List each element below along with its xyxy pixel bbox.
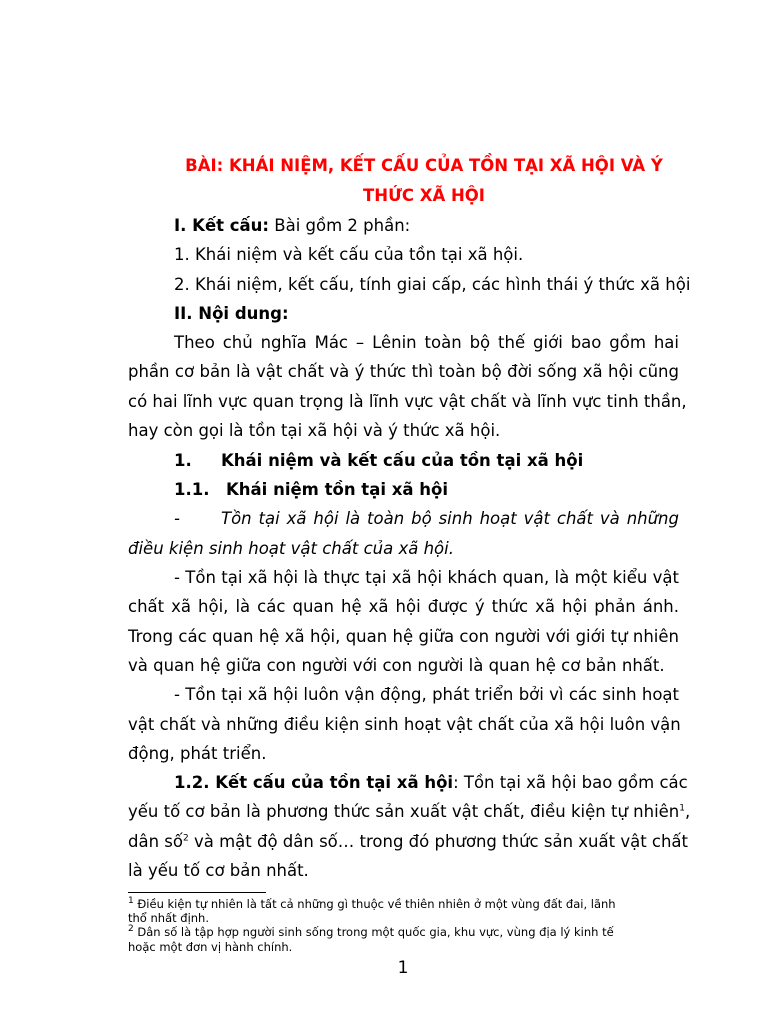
section-structure — [174, 216, 679, 235]
section-1-2-line-1 — [174, 773, 688, 792]
para-b-line-2: vật chất và những điều kiện sinh hoạt vật chất của xã hội luôn vận — [128, 715, 681, 734]
intro-line-4: hay còn gọi là tồn tại xã hội và ý thức xã hội. — [128, 421, 501, 440]
section-1-2-text: : Tồn tại xã hội bao gồm các — [453, 773, 688, 792]
intro-line-1: Theo chủ nghĩa Mác – Lênin toàn bộ thế giới bao gồm hai — [174, 333, 679, 352]
section-structure-text: Bài gồm 2 phần: — [269, 216, 411, 235]
intro-line-2: phần cơ bản là vật chất và ý thức thì toàn bộ đời sống xã hội cũng — [128, 362, 679, 381]
footnote-2-line-2: hoặc một đơn vị hành chính. — [128, 940, 293, 954]
page-number: 1 — [397, 958, 409, 978]
section-1-2-line-3-b: và mật độ dân số… trong đó phương thức sản xuất vật chất — [188, 832, 689, 851]
section-1-2-line-4: là yếu tố cơ bản nhất. — [128, 861, 309, 880]
footnote-1-line-1 — [128, 897, 679, 911]
section-structure-label: I. Kết cấu: — [174, 216, 270, 235]
heading-1-1-text: Khái niệm tồn tại xã hội — [226, 480, 448, 499]
section-1-2-line-3 — [128, 832, 689, 851]
para-b-line-1: - Tồn tại xã hội luôn vận động, phát triển bởi vì các sinh hoạt — [174, 685, 679, 704]
para-a-line-4: và quan hệ giữa con người với con người là quan hệ cơ bản nhất. — [128, 656, 665, 675]
footnote-2-text: Dân số là tập hợp người sinh sống trong một quốc gia, khu vực, vùng địa lý kinh tế — [133, 925, 614, 939]
intro-line-3: có hai lĩnh vực quan trọng là lĩnh vực vật chất và lĩnh vực tinh thần, — [128, 392, 687, 411]
page-title-line-1: BÀI: KHÁI NIỆM, KẾT CẤU CỦA TỒN TẠI XÃ HỘI VÀ Ý — [185, 156, 663, 175]
heading-1 — [174, 451, 679, 470]
structure-part-1: 1. Khái niệm và kết cấu của tồn tại xã hội. — [174, 245, 524, 264]
footnote-1-mark: 1 — [128, 896, 134, 907]
section-content-heading: II. Nội dung: — [174, 304, 289, 323]
heading-1-1-number: 1.1. — [174, 480, 210, 499]
footnote-ref-1[interactable]: 1 — [679, 803, 685, 814]
definition-line-1 — [174, 509, 679, 528]
definition-text: Tồn tại xã hội là toàn bộ sinh hoạt vật chất và những — [221, 509, 679, 528]
section-1-2-line-2-end: , — [685, 802, 691, 821]
section-1-2-line-2 — [128, 802, 691, 821]
section-1-2-line-2-text: yếu tố cơ bản là phương thức sản xuất vật chất, điều kiện tự nhiên — [128, 802, 680, 821]
footnote-2-line-1 — [128, 925, 679, 939]
footnote-ref-2[interactable]: 2 — [182, 833, 189, 844]
footnote-2-mark: 2 — [128, 924, 134, 935]
para-a-line-2: chất xã hội, là các quan hệ xã hội được ý thức xã hội phản ánh. — [128, 597, 679, 616]
heading-1-1 — [174, 480, 679, 499]
section-1-2-heading: 1.2. Kết cấu của tồn tại xã hội — [174, 773, 454, 792]
footnote-1-line-2: thổ nhất định. — [128, 911, 210, 925]
heading-1-text: Khái niệm và kết cấu của tồn tại xã hội — [221, 451, 584, 470]
heading-1-number: 1. — [174, 451, 192, 470]
section-1-2-line-3-a: dân số — [128, 832, 183, 851]
definition-dash: - — [174, 509, 180, 528]
structure-part-2: 2. Khái niệm, kết cấu, tính giai cấp, các hình thái ý thức xã hội — [174, 275, 691, 294]
para-a-line-3: Trong các quan hệ xã hội, quan hệ giữa con người với giới tự nhiên — [128, 627, 679, 646]
para-a-line-1: - Tồn tại xã hội là thực tại xã hội khách quan, là một kiểu vật — [174, 568, 679, 587]
footnote-1-text: Điều kiện tự nhiên là tất cả những gì thuộc về thiên nhiên ở một vùng đất đai, lãnh — [133, 897, 616, 911]
footnote-separator — [128, 892, 266, 893]
para-b-line-3: động, phát triển. — [128, 744, 267, 763]
page-title-line-2: THỨC XÃ HỘI — [363, 186, 485, 205]
definition-line-2: điều kiện sinh hoạt vật chất của xã hội. — [128, 539, 454, 558]
